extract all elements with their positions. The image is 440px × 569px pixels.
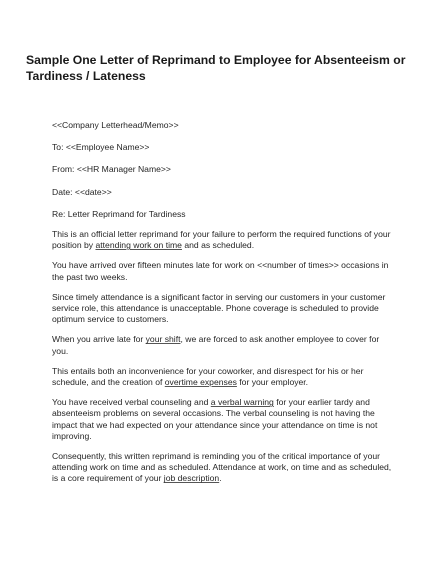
paragraph-customer-service: Since timely attendance is a significant factor in serving our customers in your customer service role, this attendance is unacceptable. Phone coverage is scheduled to provide optimum service to customers.: [52, 291, 386, 325]
to-line: To: <<Employee Name>>: [52, 142, 150, 153]
letterhead-line: <<Company Letterhead/Memo>>: [52, 120, 179, 130]
paragraph-inconvenience: [52, 366, 392, 388]
paragraph-verbal-counseling: [52, 397, 392, 442]
paragraph-consequently: [52, 451, 392, 485]
link-your-shift[interactable]: your shift: [145, 334, 181, 345]
paragraph-purpose: [52, 229, 392, 251]
subject-line: Re: Letter Reprimand for Tardiness: [52, 208, 186, 219]
paragraph-text: .: [219, 473, 222, 484]
paragraph-late-arrivals: You have arrived over fifteen minutes late for work on <<number of times>> occasions in the past two weeks.: [52, 260, 389, 282]
paragraph-text: This entails both an inconvenience for your coworker, and disrespect for his or her schedule, and the creation of: [52, 365, 364, 388]
paragraph-text: for your earlier tardy and absenteeism problems on several occasions. The verbal counseling is not having the impact that we had expected on your attendance since your attendance on time is not improving.: [52, 397, 378, 441]
paragraph-text: You have received verbal counseling and: [52, 397, 211, 408]
paragraph-text: This is an official letter reprimand for your failure to perform the required functions of your position by: [52, 229, 391, 251]
paragraph-text: Consequently, this written reprimand is reminding you of the critical importance of your attending work on time and as scheduled. Attendance at work, on time and as scheduled, is a core requirement of your: [52, 451, 392, 484]
paragraph-text: for your employer.: [236, 377, 309, 388]
link-overtime-expenses[interactable]: overtime expenses: [164, 377, 237, 388]
page-title: Sample One Letter of Reprimand to Employee for Absenteeism or Tardiness / Lateness: [26, 53, 406, 83]
link-job-description[interactable]: job description: [163, 473, 220, 484]
link-a-verbal-warning[interactable]: a verbal warning: [210, 397, 274, 408]
paragraph-shift-coverage: [52, 334, 392, 356]
paragraph-text: and as scheduled.: [181, 240, 255, 251]
paragraph-text: , we are forced to ask another employee to cover for you.: [52, 334, 380, 356]
from-line: From: <<HR Manager Name>>: [52, 164, 171, 175]
paragraph-text: When you arrive late for: [52, 334, 146, 345]
letter-body: [52, 120, 392, 494]
link-attending-work-on-time[interactable]: attending work on time: [95, 240, 182, 251]
date-line: Date: <<date>>: [52, 186, 112, 197]
